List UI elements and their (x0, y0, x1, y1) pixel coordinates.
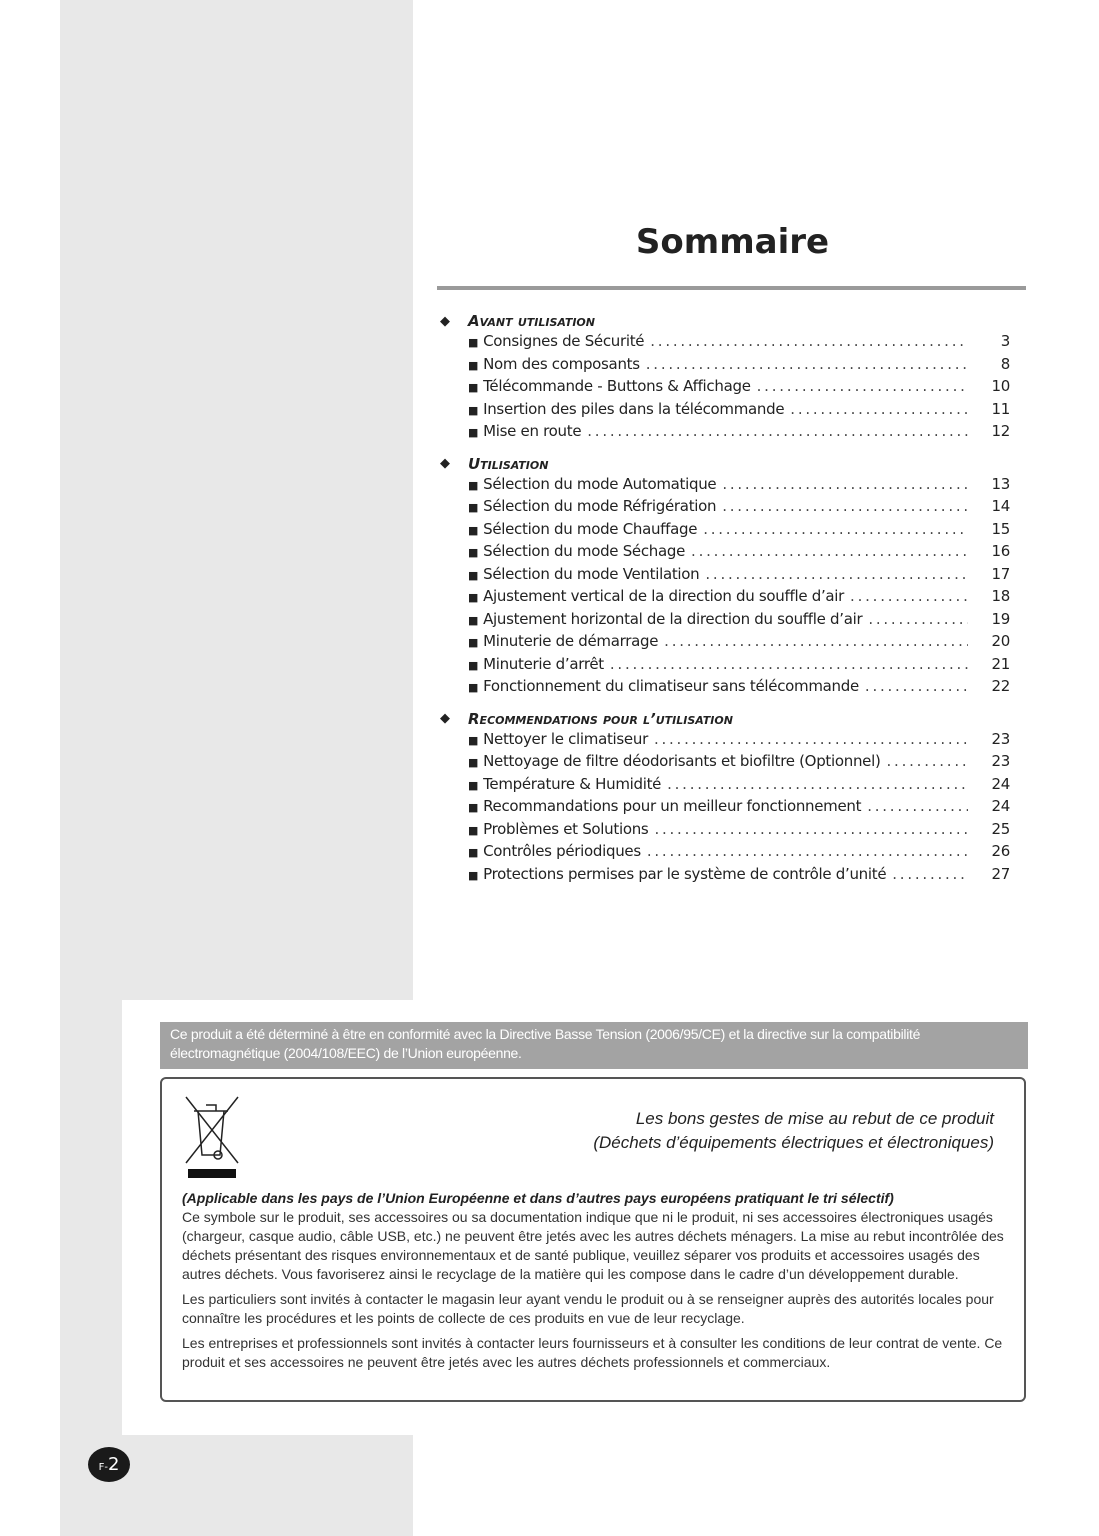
toc-entry-label: Problèmes et Solutions (483, 819, 649, 838)
toc-entry[interactable] (440, 752, 1010, 775)
leader-dots (705, 565, 968, 583)
toc-entry-label: Sélection du mode Ventilation (483, 564, 700, 583)
toc-page-number: 24 (991, 774, 1010, 793)
toc-section-heading (440, 708, 1010, 730)
section-title: Avant utilisation (468, 312, 595, 330)
leader-dots (887, 752, 968, 770)
toc-page-number: 15 (991, 519, 1010, 538)
toc-page-number: 19 (991, 609, 1010, 628)
toc-entry[interactable] (440, 730, 1010, 753)
weee-title (593, 1107, 994, 1155)
square-bullet-icon: ■ (468, 756, 479, 769)
toc-entry[interactable] (440, 497, 1010, 520)
leader-dots (667, 775, 968, 793)
toc-entry[interactable] (440, 587, 1010, 610)
toc-page-number: 14 (991, 497, 1010, 515)
weee-body (182, 1189, 1006, 1378)
toc-entry-label: Nettoyer le climatiseur (483, 729, 648, 748)
leader-dots (650, 332, 968, 350)
table-of-contents (440, 310, 1010, 887)
toc-entry[interactable] (440, 797, 1010, 820)
square-bullet-icon: ■ (468, 403, 479, 417)
page-title: Sommaire (635, 222, 830, 262)
square-bullet-icon: ■ (468, 868, 479, 882)
toc-page-number: 10 (991, 377, 1010, 395)
page-prefix: F- (98, 1462, 108, 1473)
toc-page-number: 23 (991, 729, 1010, 748)
side-band (60, 0, 413, 1000)
leader-dots (610, 655, 968, 673)
toc-page-number: 16 (991, 542, 1010, 560)
square-bullet-icon: ■ (468, 801, 479, 814)
weee-title-line2: (Déchets d’équipements électriques et électroniques) (593, 1133, 994, 1152)
toc-page-number: 24 (991, 797, 1010, 815)
square-bullet-icon: ■ (468, 778, 479, 792)
toc-entry[interactable] (440, 332, 1010, 355)
toc-page-number: 8 (1000, 354, 1010, 373)
leader-dots (892, 865, 968, 883)
weee-paragraph: Les particuliers sont invités à contacter le magasin leur ayant vendu le produit ou à se renseigner auprès des autorités locales pour connaître les procédures et les points de collecte de ces produits en vue de leur recyclage. (182, 1291, 994, 1326)
toc-entry[interactable] (440, 542, 1010, 565)
page-number: 2 (107, 1454, 120, 1475)
toc-section-heading (440, 453, 1010, 475)
toc-entry-label: Ajustement horizontal de la direction du souffle d’air (483, 609, 863, 628)
toc-section-heading (440, 310, 1010, 332)
toc-entry[interactable] (440, 377, 1010, 400)
leader-dots (867, 797, 968, 815)
toc-entry[interactable] (440, 655, 1010, 678)
toc-entry[interactable] (440, 400, 1010, 423)
toc-entry-label: Sélection du mode Réfrigération (483, 497, 717, 515)
square-bullet-icon: ■ (468, 681, 479, 694)
toc-page-number: 13 (991, 474, 1010, 493)
diamond-bullet-icon: ◆ (440, 456, 450, 471)
weee-paragraph: Les entreprises et professionnels sont invités à contacter leurs fournisseurs et à consulter les conditions de leur contrat de vente. Ce produit et ses accessoires ne peuvent être jetés avec les autres déchets professionnels et commerciaux. (182, 1335, 1003, 1370)
leader-dots (587, 422, 968, 440)
toc-entry[interactable] (440, 820, 1010, 843)
toc-page-number: 23 (991, 752, 1010, 770)
square-bullet-icon: ■ (468, 658, 479, 672)
weee-box (160, 1077, 1026, 1402)
toc-entry[interactable] (440, 865, 1010, 888)
toc-entry-label: Nettoyage de filtre déodorisants et biofiltre (Optionnel) (483, 752, 881, 770)
toc-page-number: 12 (991, 422, 1010, 440)
square-bullet-icon: ■ (468, 358, 479, 372)
page-number-badge (88, 1447, 130, 1482)
crossed-bin-icon (182, 1091, 242, 1181)
leader-dots (664, 632, 968, 650)
toc-entry[interactable] (440, 610, 1010, 633)
toc-page-number: 22 (991, 677, 1010, 695)
square-bullet-icon: ■ (468, 501, 479, 514)
square-bullet-icon: ■ (468, 523, 479, 537)
toc-entry-label: Sélection du mode Automatique (483, 474, 717, 493)
toc-entry-label: Recommandations pour un meilleur fonctionnement (483, 797, 862, 815)
title-divider (437, 286, 1026, 290)
toc-entry[interactable] (440, 632, 1010, 655)
section-title: Utilisation (468, 454, 549, 473)
leader-dots (865, 677, 968, 695)
square-bullet-icon: ■ (468, 823, 479, 837)
toc-entry-label: Insertion des piles dans la télécommande (483, 399, 785, 418)
toc-entry-label: Consignes de Sécurité (483, 332, 645, 350)
square-bullet-icon: ■ (468, 478, 479, 492)
toc-page-number: 20 (991, 632, 1010, 650)
leader-dots (654, 820, 968, 838)
toc-entry-label: Fonctionnement du climatiseur sans télécommande (483, 677, 859, 695)
square-bullet-icon: ■ (468, 568, 479, 582)
toc-entry-label: Minuterie de démarrage (483, 632, 659, 650)
square-bullet-icon: ■ (468, 381, 479, 394)
square-bullet-icon: ■ (468, 636, 479, 649)
toc-entry[interactable] (440, 842, 1010, 865)
square-bullet-icon: ■ (468, 336, 479, 349)
toc-entry-label: Sélection du mode Séchage (483, 542, 686, 560)
diamond-bullet-icon: ◆ (440, 711, 450, 726)
toc-page-number: 17 (991, 564, 1010, 583)
toc-entry-label: Télécommande - Buttons & Affichage (483, 377, 751, 395)
toc-page-number: 11 (991, 399, 1010, 418)
leader-dots (722, 497, 968, 515)
leader-dots (790, 400, 968, 418)
leader-dots (703, 520, 968, 538)
toc-entry-label: Minuterie d’arrêt (483, 654, 604, 673)
toc-page-number: 25 (991, 819, 1010, 838)
compliance-notice: Ce produit a été déterminé à être en conformité avec la Directive Basse Tension (2006/95/CE) et la directive sur la compatibilité électromagnétique (2004/108/EEC) de l’Union européenne. (160, 1022, 1028, 1069)
diamond-bullet-icon: ◆ (440, 313, 450, 329)
toc-entry-label: Sélection du mode Chauffage (483, 519, 698, 538)
leader-dots (868, 610, 968, 628)
toc-entry[interactable] (440, 677, 1010, 700)
square-bullet-icon: ■ (468, 426, 479, 439)
toc-page-number: 3 (1000, 332, 1010, 350)
leader-dots (646, 355, 968, 373)
toc-entry[interactable] (440, 422, 1010, 445)
square-bullet-icon: ■ (468, 846, 479, 859)
weee-paragraph: Ce symbole sur le produit, ses accessoires ou sa documentation indique que ni le produit, ni ses accessoires électroniques usagés (chargeur, casque audio, câble USB, etc.) ne peuvent être jetés avec les autres déchets ménagers. La mise au rebut incontrôlée des déchets présentant des risques environnementaux et de santé publique, veuillez séparer vos produits et accessoires usagés des autres déchets. Vous favoriserez ainsi le recyclage de la matière qui les compose dans le cadre d’un développement durable. (182, 1209, 1004, 1282)
toc-page-number: 27 (991, 864, 1010, 883)
toc-page-number: 21 (991, 654, 1010, 673)
leader-dots (850, 587, 968, 605)
leader-dots (691, 542, 968, 560)
square-bullet-icon: ■ (468, 591, 479, 604)
square-bullet-icon: ■ (468, 733, 479, 747)
leader-dots (654, 730, 968, 748)
leader-dots (647, 842, 968, 860)
square-bullet-icon: ■ (468, 546, 479, 559)
toc-entry-label: Température & Humidité (483, 774, 662, 793)
leader-dots (757, 377, 968, 395)
square-bullet-icon: ■ (468, 613, 479, 627)
toc-entry-label: Protections permises par le système de contrôle d’unité (483, 864, 887, 883)
weee-subtitle: (Applicable dans les pays de l’Union Européenne et dans d’autres pays européens pratiquant le tri sélectif) (182, 1190, 894, 1206)
toc-entry[interactable] (440, 520, 1010, 543)
leader-dots (722, 475, 968, 493)
toc-entry[interactable] (440, 565, 1010, 588)
toc-page-number: 18 (991, 587, 1010, 605)
toc-entry[interactable] (440, 775, 1010, 798)
toc-entry-label: Nom des composants (483, 354, 640, 373)
toc-entry[interactable] (440, 475, 1010, 498)
toc-entry-label: Mise en route (483, 422, 582, 440)
toc-entry-label: Contrôles périodiques (483, 842, 641, 860)
section-title: Recommendations pour l’utilisation (468, 709, 733, 728)
toc-entry-label: Ajustement vertical de la direction du souffle d’air (483, 587, 845, 605)
weee-title-line1: Les bons gestes de mise au rebut de ce produit (635, 1109, 994, 1128)
toc-page-number: 26 (991, 842, 1010, 860)
toc-entry[interactable] (440, 355, 1010, 378)
